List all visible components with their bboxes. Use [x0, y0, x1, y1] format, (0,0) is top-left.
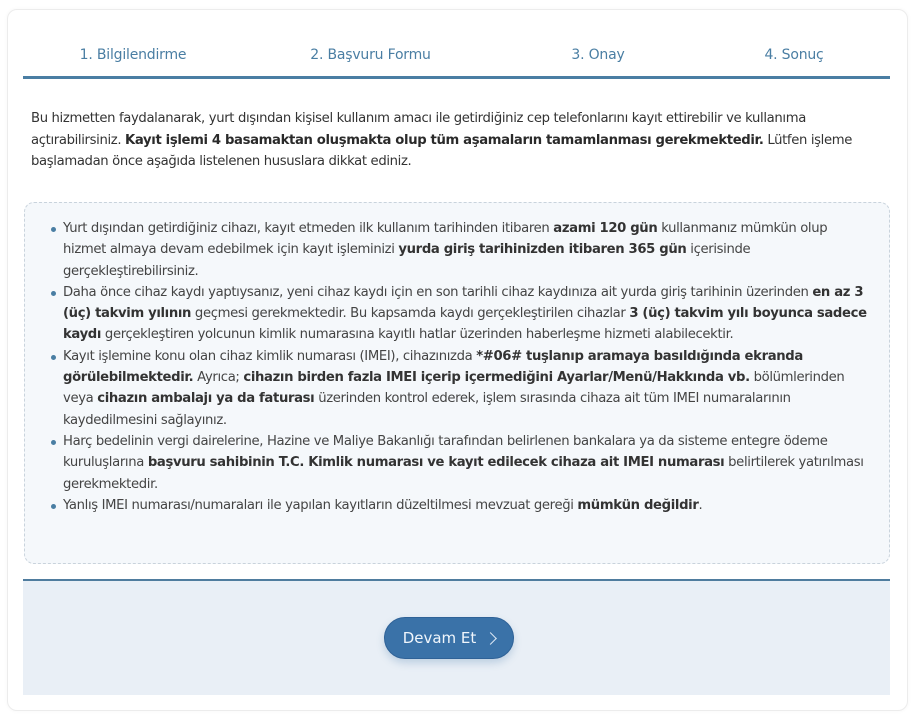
info-list: [25, 203, 889, 516]
step-tab-bilgilendirme[interactable]: 1. Bilgilendirme: [79, 47, 187, 63]
info-item: Daha önce cihaz kaydı yaptıysanız, yeni cihaz kaydı için en son tarihli cihaz kaydınıza ait yurda giriş tarihinin üzerinden en az 3 (üç) takvim yılının geçmesi gerekmektedir. Bu kapsamda kaydı gerçekleştirilen cihazlar 3 (üç) takvim yılı boyunca sadece kaydı gerçekleştiren yolcunun kimlik numarasına kayıtlı hatlar üzerinden haberleşme hizmeti alabilecektir.: [63, 282, 869, 346]
intro-text-end: Lütfen işleme başlamadan önce aşağıda listelenen hususlara dikkat ediniz.: [31, 132, 853, 169]
chevron-right-icon: [484, 632, 497, 645]
info-item: Yurt dışından getirdiğiniz cihazı, kayıt etmeden ilk kullanım tarihinden itibaren azami 120 gün kullanmanız mümkün olup hizmet almaya devam edebilmek için kayıt işleminizi yurda giriş tarihinizden itibaren 365 gün içerisinde gerçekleştirebilirsiniz.: [63, 218, 869, 282]
info-item: Yanlış IMEI numarası/numaraları ile yapılan kayıtların düzeltilmesi mevzuat gereği mümkün değildir.: [63, 495, 869, 516]
intro-paragraph: [31, 108, 871, 173]
step-tab-onay[interactable]: 3. Onay: [571, 47, 625, 63]
intro-text: Bu hizmetten faydalanarak, yurt dışından kişisel kullanım amacı ile getirdiğiniz cep telefonlarını kayıt ettirebilir ve kullanıma açtırabilirsiniz.: [31, 111, 806, 148]
continue-button-label: Devam Et: [402, 629, 477, 647]
intro-bold-text: Kayıt işlemi 4 basamaktan oluşmakta olup tüm aşamaların tamamlanması gerekmektedir.: [125, 132, 764, 148]
step-tabs: [23, 40, 890, 79]
step-tab-basvuru-formu[interactable]: 2. Başvuru Formu: [310, 47, 431, 63]
continue-button[interactable]: [384, 617, 514, 659]
info-item: Harç bedelinin vergi dairelerine, Hazine ve Maliye Bakanlığı tarafından belirlenen bankalara ya da sisteme entegre ödeme kuruluşlarına başvuru sahibinin T.C. Kimlik numarası ve kayıt edilecek cihaza ait IMEI numarası belirtilerek yatırılması gerekmektedir.: [63, 431, 869, 495]
info-item: Kayıt işlemine konu olan cihaz kimlik numarası (IMEI), cihazınızda *#06# tuşlanıp aramaya basıldığında ekranda görülebilmektedir. Ayrıca; cihazın birden fazla IMEI içerip içermediğini Ayarlar/Menü/Hakkında vb. bölümlerinden veya cihazın ambalajı ya da faturası üzerinden kontrol ederek, işlem sırasında cihaza ait tüm IMEI numaralarının kaydedilmesini sağlayınız.: [63, 346, 869, 431]
step-tab-sonuc[interactable]: 4. Sonuç: [764, 47, 824, 63]
info-box: [24, 202, 890, 564]
